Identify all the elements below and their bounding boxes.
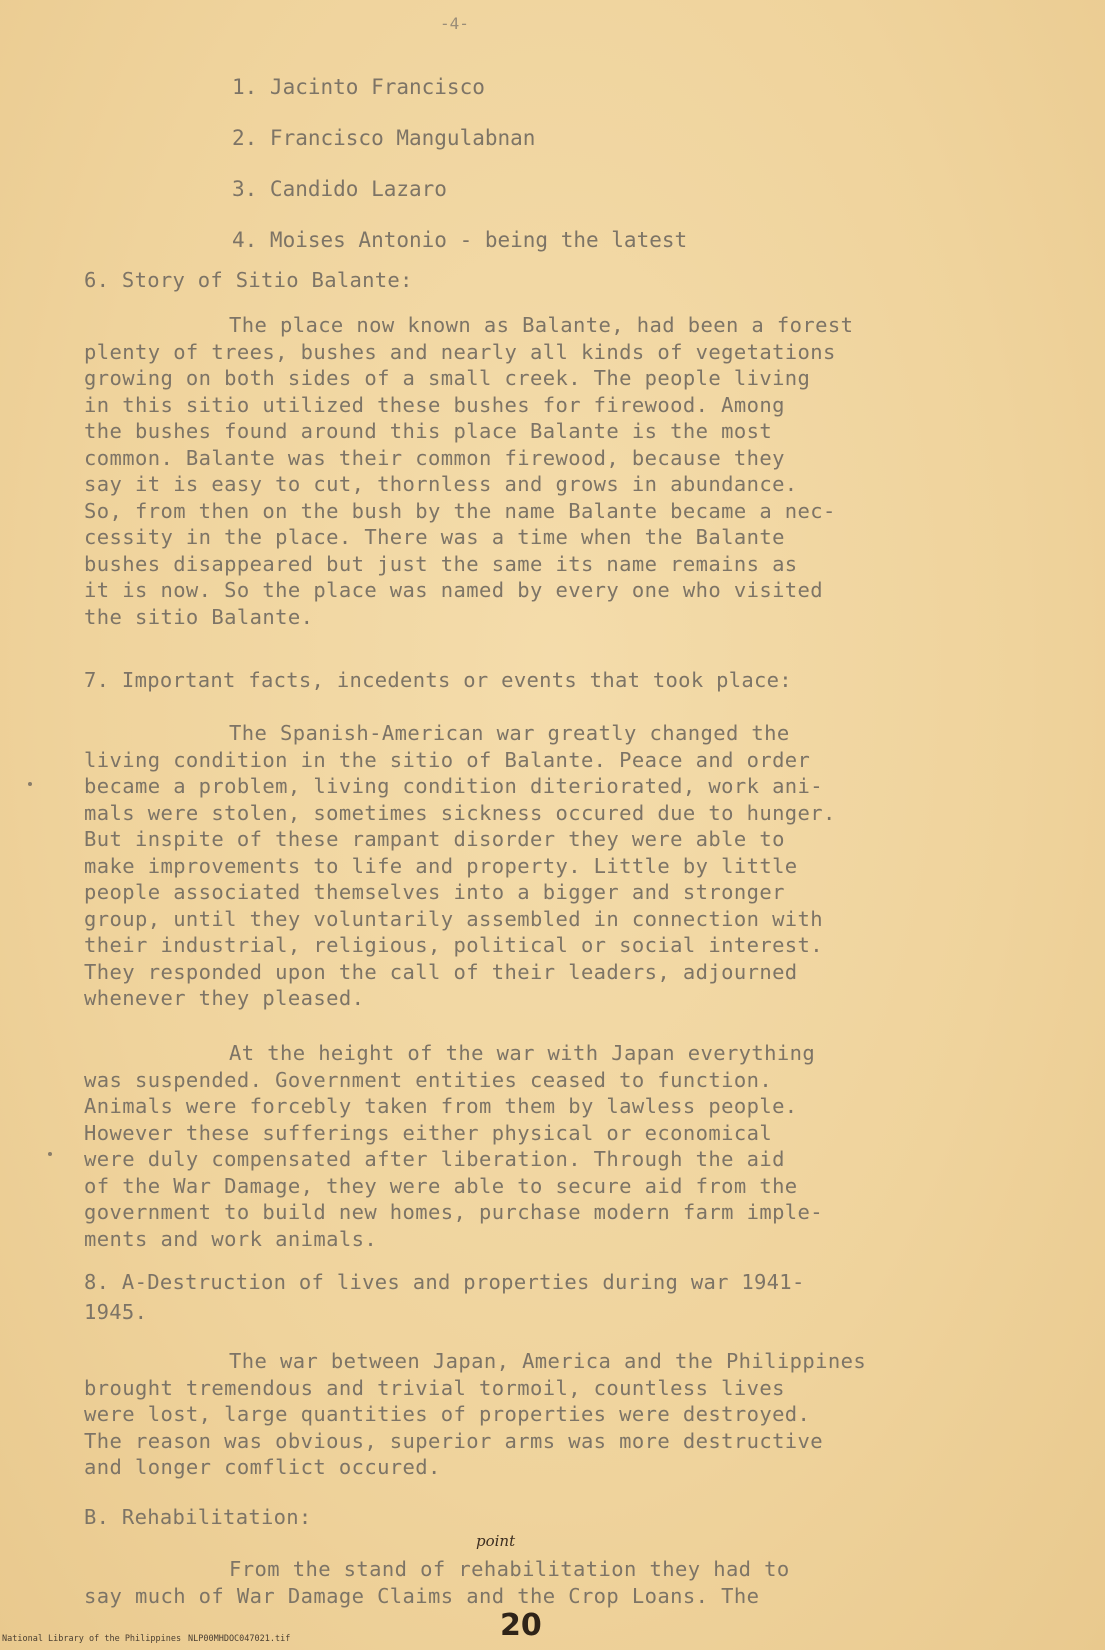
paragraph-line: whenever they pleased. [84, 986, 365, 1010]
paragraph-line: The reason was obvious, superior arms was more destructive [84, 1428, 824, 1453]
paragraph-line: At the height of the war with Japan everything [229, 1041, 816, 1065]
section-7-paragraph-1 [84, 720, 1084, 1012]
paragraph-line: The Spanish-American war greatly changed the [229, 721, 790, 745]
list-item: 4. Moises Antonio - being the latest [232, 228, 688, 252]
section-6-heading: 6. Story of Sitio Balante: [84, 268, 413, 292]
section-b-paragraph [84, 1556, 1084, 1609]
paragraph-line: and longer comflict occured. [84, 1455, 441, 1479]
paragraph-line: were duly compensated after liberation. Through the aid [84, 1147, 785, 1171]
page-number: 20 [500, 1608, 542, 1643]
name-list [232, 62, 687, 266]
paragraph-line: So, from then on the bush by the name Balante became a nec- [84, 498, 836, 523]
section-6-paragraph [84, 312, 1084, 630]
paragraph-line: common. Balante was their common firewood, because they [84, 445, 785, 470]
paragraph-line: ments and work animals. [84, 1226, 378, 1251]
paragraph-line: But inspite of these rampant disorder they were able to [84, 827, 785, 851]
paragraph-line: growing on both sides of a small creek. The people living [84, 366, 811, 390]
paragraph-line: bushes disappeared but just the same its name remains as [84, 551, 798, 576]
section-7-paragraph-2 [84, 1040, 1084, 1252]
section-8-heading-continued: 1945. [84, 1300, 148, 1324]
paragraph-line: However these sufferings either physical or economical [84, 1120, 773, 1145]
footer-library-name: National Library of the Philippines [2, 1634, 182, 1644]
footer-file-name: NLP00MHDOC047021.tif [188, 1634, 291, 1644]
paragraph-line: Animals were forcebly taken from them by lawless people. [84, 1094, 798, 1118]
paragraph-line: From the stand of rehabilitation they had to [229, 1557, 790, 1581]
section-b-heading: B. Rehabilitation: [84, 1505, 312, 1529]
paragraph-line: the bushes found around this place Balante is the most [84, 419, 773, 443]
paragraph-line: The war between Japan, America and the Philippines [229, 1349, 867, 1373]
paragraph-line: living condition in the sitio of Balante. Peace and order [84, 747, 811, 772]
paragraph-line: government to build new homes, purchase modern farm imple- [84, 1200, 824, 1224]
list-item: 1. Jacinto Francisco [232, 75, 485, 99]
paragraph-line: The place now known as Balante, had been a forest [229, 313, 854, 337]
paragraph-line: brought tremendous and trivial tormoil, countless lives [84, 1375, 785, 1400]
paragraph-line: in this sitio utilized these bushes for firewood. Among [84, 392, 785, 417]
paragraph-line: of the War Damage, they were able to secure aid from the [84, 1173, 798, 1198]
margin-mark [28, 782, 32, 786]
paragraph-line: They responded upon the call of their leaders, adjourned [84, 959, 798, 984]
page-top-mark: -4- [440, 14, 469, 33]
paragraph-line: their industrial, religious, political or social interest. [84, 933, 824, 957]
paragraph-line: the sitio Balante. [84, 604, 314, 629]
paragraph-line: it is now. So the place was named by every one who visited [84, 578, 824, 602]
paragraph-line: plenty of trees, bushes and nearly all kinds of vegetations [84, 339, 836, 364]
section-8-paragraph [84, 1348, 1084, 1481]
section-8-heading: 8. A-Destruction of lives and properties during war 1941- [84, 1270, 805, 1294]
paragraph-line: was suspended. Government entities ceased to function. [84, 1067, 773, 1092]
paragraph-line: say it is easy to cut, thornless and grows in abundance. [84, 472, 798, 496]
margin-mark [48, 1152, 52, 1156]
section-7-heading: 7. Important facts, incedents or events that took place: [84, 668, 792, 692]
paragraph-line: became a problem, living condition diteriorated, work ani- [84, 774, 824, 798]
paragraph-line: mals were stolen, sometimes sickness occured due to hunger. [84, 800, 836, 825]
list-item: 2. Francisco Mangulabnan [232, 126, 536, 150]
paragraph-line: say much of War Damage Claims and the Crop Loans. The [84, 1583, 760, 1608]
list-item: 3. Candido Lazaro [232, 177, 447, 201]
paragraph-line: people associated themselves into a bigger and stronger [84, 880, 785, 904]
paragraph-line: cessity in the place. There was a time when the Balante [84, 525, 785, 549]
paragraph-line: group, until they voluntarily assembled in connection with [84, 906, 824, 931]
paragraph-line: make improvements to life and property. Little by little [84, 853, 798, 878]
handwritten-annotation: point [476, 1532, 516, 1550]
paragraph-line: were lost, large quantities of properties were destroyed. [84, 1402, 811, 1426]
